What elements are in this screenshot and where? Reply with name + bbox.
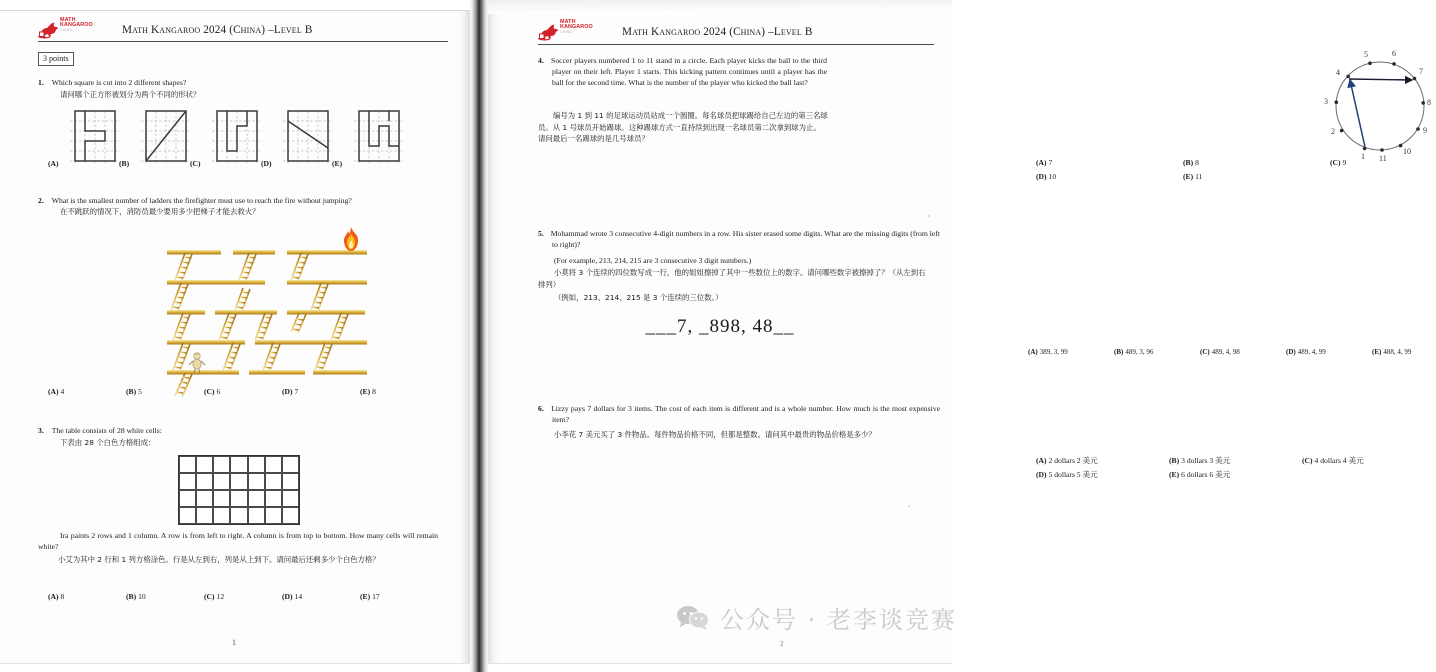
question-6-en: Lizzy pays 7 dollars for 3 items. The cost of each item is different and is a whole number. How much is the most expensive item? — [551, 404, 940, 424]
q6-option-e-label: (E) — [1169, 470, 1180, 479]
logo-line-1: MATH — [60, 17, 76, 23]
q5-option-a-text: 389, 3, 99 — [1039, 348, 1068, 356]
watermark-text: 公众号 · 老李谈竞赛 — [720, 606, 957, 634]
page-right-bottom-edge — [488, 663, 952, 672]
figure-e-svg — [348, 109, 410, 167]
book-gutter — [470, 0, 488, 672]
circle-label-2: 2 — [1331, 127, 1335, 136]
logo-right-line-1: MATH — [560, 19, 576, 25]
q6-option-a-label: (A) — [1036, 456, 1047, 465]
circle-svg — [1324, 44, 1436, 166]
q4-option-e-text: 11 — [1195, 172, 1203, 181]
q2-option-b-text: 5 — [138, 387, 142, 396]
q3-option-a-label: (A) — [48, 592, 59, 601]
table-cell — [248, 456, 265, 473]
question-3-table — [178, 455, 300, 525]
q4-option-b-label: (B) — [1183, 158, 1194, 167]
q4-option-d-text: 10 — [1048, 172, 1057, 181]
page-right-header-rule — [538, 44, 934, 45]
q4-option-a-label: (A) — [1036, 158, 1047, 167]
q4-option-e-label: (E) — [1183, 172, 1194, 181]
q4-option-c-text: 9 — [1342, 158, 1347, 167]
q3-option-c-text: 12 — [216, 592, 225, 601]
circle-label-4: 4 — [1336, 68, 1340, 77]
question-3-en2: Ira paints 2 rows and 1 column. A row is from left to right. A column is from top to bottom. How many cells will remain white? — [38, 531, 438, 551]
question-1-number: 1. — [38, 78, 44, 87]
question-5-en2: (For example, 213, 214, 215 are 3 consecutive 3 digit numbers.) — [554, 256, 752, 265]
question-1-en: Which square is cut into 2 different shapes? — [51, 78, 187, 87]
q6-option-a-text: 2 dollars 2 美元 — [1048, 456, 1098, 465]
q3-option-e-label: (E) — [360, 592, 371, 601]
figure-label-d: (D) — [261, 159, 272, 168]
q6-option-e-text: 6 dollars 6 美元 — [1181, 470, 1231, 479]
figure-option-d — [261, 109, 339, 168]
q5-option-b-text: 489, 3, 96 — [1125, 348, 1154, 356]
question-6-options-row-1 — [1036, 455, 1426, 466]
question-3-cn: 下表由 28 个白色方格组成： — [60, 438, 156, 447]
q5-option-c-label: (C) — [1200, 348, 1210, 356]
question-5-number: 5. — [538, 229, 544, 238]
logo-line-3: CHINA — [60, 27, 73, 32]
q2-option-c-text: 6 — [216, 387, 221, 396]
table-cell — [282, 507, 299, 524]
page-right-header — [538, 19, 812, 45]
question-2-cn: 在不跳跃的情况下，消防员最少要用多少把梯子才能去救火？ — [60, 207, 260, 216]
figure-label-e: (E) — [332, 159, 343, 168]
page-right-title: Math Kangaroo 2024 (China) –Level B — [622, 26, 813, 38]
page-right — [488, 0, 1431, 672]
table-cell — [248, 490, 265, 507]
question-6-text — [538, 403, 940, 425]
table-cell — [179, 507, 196, 524]
figure-d-svg — [277, 109, 339, 167]
logo-right-line-2: KANGAROO — [560, 24, 593, 31]
circle-label-6: 6 — [1392, 49, 1396, 58]
q5-option-a-label: (A) — [1028, 348, 1038, 356]
q5-option-c-text: 489, 4, 98 — [1211, 348, 1240, 356]
q5-option-d-text: 489, 4, 99 — [1297, 348, 1326, 356]
question-4-options-row-2 — [1036, 172, 1416, 181]
circle-label-3: 3 — [1324, 97, 1328, 106]
question-2-text — [38, 195, 454, 206]
page-right-number: 2 — [780, 640, 784, 648]
q6-option-c-label: (C) — [1302, 456, 1313, 465]
q3-option-c-label: (C) — [204, 592, 215, 601]
table-cell — [179, 473, 196, 490]
question-1-text — [38, 77, 454, 88]
question-5-display: ___7, _898, 48__ — [645, 316, 795, 337]
figure-a-svg — [64, 109, 126, 167]
q4-option-c-label: (C) — [1330, 158, 1341, 167]
question-1-cn: 请问哪个正方形被划分为两个不同的形状？ — [60, 90, 201, 99]
q6-option-b-label: (B) — [1169, 456, 1180, 465]
table-cell — [196, 507, 213, 524]
page-left-header-rule — [38, 41, 448, 42]
q3-option-b-text: 10 — [138, 592, 146, 601]
table-cell — [213, 473, 230, 490]
page-left-header — [38, 17, 312, 43]
figure-option-b — [119, 109, 197, 168]
question-5-cn2: （例如，213、214、215 是 3 个连续的三位数。） — [554, 293, 723, 302]
figure-c-svg — [206, 109, 268, 167]
table-cell — [213, 490, 230, 507]
question-1-figures — [48, 109, 419, 168]
question-3-cn2: 小艾为其中 2 行和 1 列方格涂色。行是从左到右，列是从上到下。请问最后还剩多少个白色方格？ — [58, 555, 380, 564]
question-6-options-row-2 — [1036, 469, 1426, 480]
circle-label-10: 10 — [1403, 147, 1411, 156]
math-kangaroo-logo — [38, 17, 93, 43]
question-5-text — [538, 228, 940, 250]
question-2-number: 2. — [38, 196, 44, 205]
q5-option-d-label: (D) — [1286, 348, 1296, 356]
table-cell — [265, 456, 282, 473]
fire-icon — [340, 226, 362, 257]
q6-option-c-text: 4 dollars 4 美元 — [1314, 456, 1364, 465]
circle-label-11: 11 — [1379, 154, 1387, 163]
table-cell — [213, 456, 230, 473]
figure-label-a: (A) — [48, 159, 59, 168]
figure-label-c: (C) — [190, 159, 201, 168]
question-5-options — [1028, 348, 1428, 356]
page-left-top-edge — [0, 0, 470, 11]
q2-option-d-label: (D) — [282, 387, 293, 396]
scan-speck — [908, 505, 910, 507]
question-4-number: 4. — [538, 56, 544, 65]
table-cell — [265, 507, 282, 524]
kangaroo-icon — [38, 20, 60, 39]
table-cell — [179, 456, 196, 473]
question-4-text — [538, 55, 827, 88]
circle-label-5: 5 — [1364, 50, 1368, 59]
question-3-number: 3. — [38, 426, 44, 435]
table-cell — [196, 490, 213, 507]
page-left-bottom-edge — [0, 663, 470, 672]
q3-option-b-label: (B) — [126, 592, 137, 601]
question-3-options — [48, 592, 438, 601]
table-cell — [282, 456, 299, 473]
question-2-options — [48, 387, 438, 396]
q3-option-d-label: (D) — [282, 592, 293, 601]
q3-option-d-text: 14 — [294, 592, 303, 601]
math-kangaroo-logo-right — [538, 19, 593, 45]
circle-label-1: 1 — [1361, 152, 1365, 161]
question-4-cn: 编号为 1 到 11 的足球运动员站成一个圆圈。每名球员把球踢给自己左边的第三名球员。从 1 号球员开始踢球。这种踢球方式一直持续到出现一名球员第二次拿到球为止。请问最后一名踢球的是几号球员？ — [538, 111, 828, 143]
question-5-en: Mohammad wrote 3 consecutive 4-digit numbers in a row. His sister erased some digits. What are the missing digits (from left to right)? — [550, 229, 941, 249]
question-3-en: The table consists of 28 white cells: — [51, 426, 162, 435]
question-5-cn: 小莫将 3 个连续的四位数写成一行，他的姐姐擦掉了其中一些数位上的数字。请问哪些数字被擦掉了？（从左到右排列） — [538, 268, 926, 289]
logo-right-line-3: CHINA — [560, 29, 573, 34]
table-cell — [248, 473, 265, 490]
table-cell — [265, 490, 282, 507]
circle-arrow-1-to-4 — [1350, 80, 1365, 147]
q6-option-d-text: 5 dollars 5 美元 — [1048, 470, 1098, 479]
table-cell — [213, 507, 230, 524]
q2-option-a-label: (A) — [48, 387, 59, 396]
table-cell — [248, 507, 265, 524]
wechat-watermark — [676, 600, 957, 635]
scan-speck — [928, 215, 930, 217]
wechat-icon — [676, 604, 710, 632]
table-cell — [196, 456, 213, 473]
q5-option-e-text: 488, 4, 99 — [1383, 348, 1412, 356]
table-cell — [179, 490, 196, 507]
q5-option-b-label: (B) — [1114, 348, 1124, 356]
question-6-cn: 小李花 7 美元买了 3 件物品。每件物品价格不同，但都是整数。请问其中最贵的物品价格是多少？ — [554, 430, 876, 439]
question-4-options-row-1 — [1036, 158, 1416, 167]
table-cell — [282, 473, 299, 490]
table-cell — [230, 456, 247, 473]
logo-line-2: KANGAROO — [60, 22, 93, 29]
figure-option-c — [190, 109, 268, 168]
q3-option-e-text: 17 — [372, 592, 380, 601]
table-cell — [230, 473, 247, 490]
circle-label-9: 9 — [1423, 126, 1427, 135]
figure-option-e — [332, 109, 410, 168]
table-cell — [230, 507, 247, 524]
question-4-en: Soccer players numbered 1 to 11 stand in a circle. Each player kicks the ball to the third player on their left. Player 1 starts. This kicking pattern continues until a player has the ball for the second time. What is the number of the player who kicked the ball last? — [551, 56, 828, 87]
figure-b-svg — [135, 109, 197, 167]
q3-option-a-text: 8 — [60, 592, 65, 601]
q2-option-b-label: (B) — [126, 387, 137, 396]
table-cell — [265, 473, 282, 490]
page-left-title: Math Kangaroo 2024 (China) –Level B — [122, 24, 313, 36]
q6-option-b-text: 3 dollars 3 美元 — [1181, 456, 1231, 465]
points-badge: 3 points — [38, 52, 74, 66]
question-6-number: 6. — [538, 404, 544, 413]
circle-label-8: 8 — [1427, 98, 1431, 107]
q4-option-b-text: 8 — [1195, 158, 1199, 167]
figure-label-b: (B) — [119, 159, 130, 168]
q2-option-a-text: 4 — [60, 387, 65, 396]
q4-option-a-text: 7 — [1048, 158, 1053, 167]
page-left-number: 1 — [232, 638, 236, 647]
q2-option-d-text: 7 — [294, 387, 299, 396]
question-2-en: What is the smallest number of ladders the firefighter must use to reach the fire without jumping? — [51, 196, 352, 205]
table-cell — [196, 473, 213, 490]
circle-label-7: 7 — [1419, 67, 1423, 76]
q2-option-e-text: 8 — [372, 387, 376, 396]
circle-arrow-4-to-7 — [1349, 79, 1412, 80]
q5-option-e-label: (E) — [1372, 348, 1382, 356]
question-3-text — [38, 425, 454, 436]
table-cell — [282, 490, 299, 507]
q2-option-e-label: (E) — [360, 387, 371, 396]
q6-option-d-label: (D) — [1036, 470, 1047, 479]
figure-option-a — [48, 109, 126, 168]
kangaroo-icon-right — [538, 22, 560, 41]
page-left — [0, 0, 470, 672]
table-cell — [230, 490, 247, 507]
q4-option-d-label: (D) — [1036, 172, 1047, 181]
soccer-circle-diagram — [1324, 44, 1436, 171]
q2-option-c-label: (C) — [204, 387, 215, 396]
